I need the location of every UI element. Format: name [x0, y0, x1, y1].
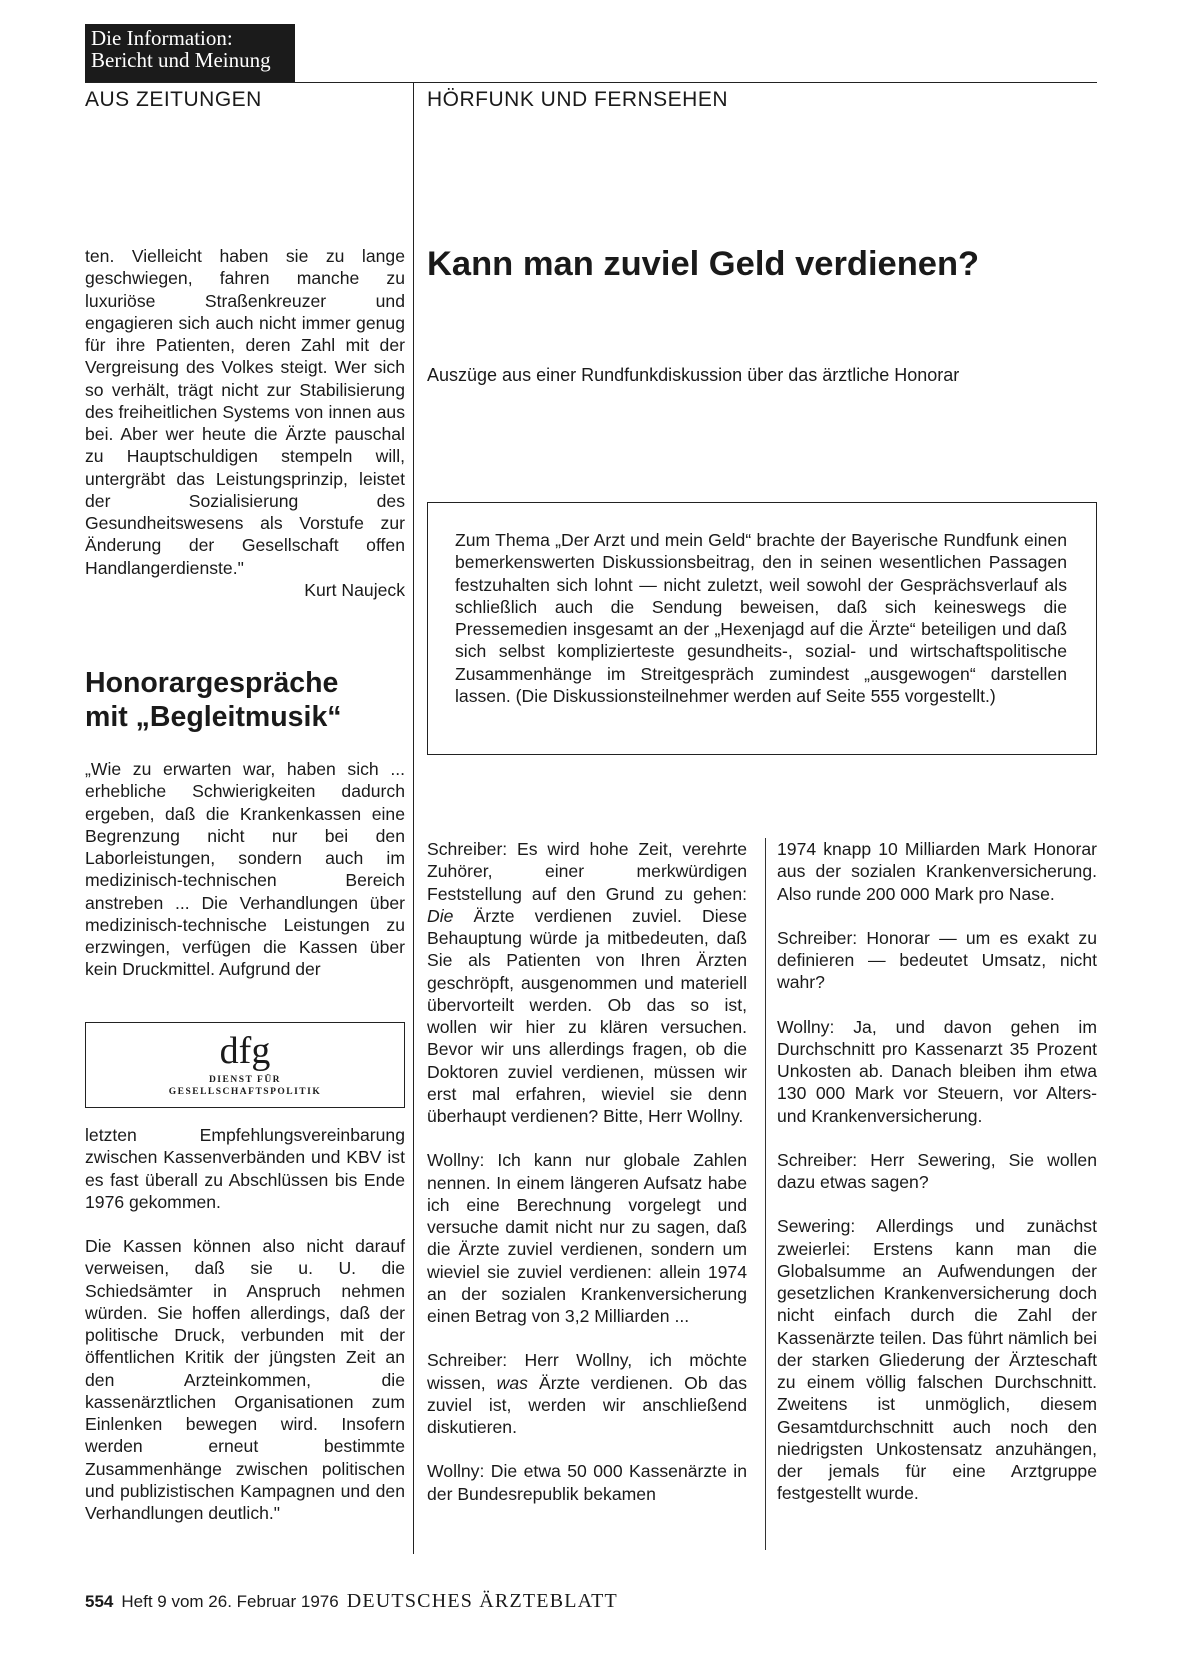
emphasis: Die: [427, 905, 454, 926]
signature: Kurt Naujeck: [304, 579, 405, 600]
paragraph: 1974 knapp 10 Milliarden Mark Honorar aus der sozialen Krankenversicherung. Also runde 200 000 Mark pro Nase.: [777, 839, 1097, 904]
section-label-right: HÖRFUNK UND FERNSEHEN: [427, 88, 729, 111]
left-paragraphs: [85, 1124, 405, 1524]
text-run: Schreiber: Es wird hohe Zeit, verehrte Zuhörer, einer merkwürdigen Feststellung auf den Grund zu gehen:: [427, 839, 747, 904]
issue-info: Heft 9 vom 26. Februar 1976: [121, 1592, 339, 1611]
paragraph: Die Kassen können also nicht darauf verweisen, daß sie u. U. die Schiedsämter in Anspruch nehmen würden. Sie hoffen allerdings, daß der politische Druck, verbunden mit der öffentlichen Kritik der jüngsten Zeit an den Arzteinkommen, die kassenärztlichen Organisationen zum Einlenken bewegen wird. Insofern werden erneut bestimmte Zusammenhänge zwischen politischen und publizistischen Kampagnen und den Verhandlungen deutlich.": [85, 1236, 405, 1523]
emphasis: was: [496, 1372, 528, 1393]
paragraph: Sewering: Allerdings und zunächst zweierlei: Erstens kann man die Globalsumme an Aufwendungen der gesetzlichen Krankenversicherung doch nicht einfach durch die Zahl der Kassenärzte teilen. Das führt nämlich bei der starken Gliederung der Ärzteschaft zu einem völlig falschen Durchschnitt. Zweitens ist unmöglich, diesem Gesamtdurchschnitt auch noch den niedrigsten Unkostensatz anzuhängen, der jemals für eine Arztgruppe festgestellt wurde.: [777, 1216, 1097, 1504]
column-divider-article: [765, 838, 766, 1550]
paragraph: letzten Empfehlungsvereinbarung zwischen Kassenverbänden und KBV ist es fast überall zu Abschlüssen bis Ende 1976 gekommen.: [85, 1125, 405, 1212]
dfg-logo: dfg: [219, 1030, 271, 1072]
dfg-subtitle-2: GESELLSCHAFTSPOLITIK: [168, 1087, 322, 1097]
column-divider: [413, 82, 414, 1554]
paragraph: Wollny: Die etwa 50 000 Kassenärzte in der Bundesrepublik bekamen: [427, 1461, 747, 1504]
article-column-2: [777, 838, 1097, 1505]
magazine-name: DEUTSCHES ÄRZTEBLATT: [346, 1590, 618, 1612]
section-label-left: AUS ZEITUNGEN: [85, 88, 262, 111]
top-rule: [85, 82, 1097, 83]
badge-line-1: Die Information:: [91, 26, 233, 50]
paragraph: Schreiber: Herr Sewering, Sie wollen dazu etwas sagen?: [777, 1149, 1097, 1192]
text-run: Ärzte verdienen. Ob das zuviel ist, werden wir anschließend diskutieren.: [427, 1372, 747, 1437]
page-number: 554: [85, 1592, 114, 1611]
paragraph: [427, 838, 747, 1127]
left-continuation: [85, 245, 405, 601]
left-paragraph-1: [85, 758, 405, 981]
section-badge: [85, 24, 295, 82]
subheadline-line-2: mit „Begleitmusik“: [85, 701, 342, 733]
intro-box: [427, 502, 1097, 755]
page-footer: [85, 1590, 618, 1614]
continuation-paragraph: ten. Vielleicht haben sie zu lange geschwiegen, fahren manche zu luxuriöse Straßenkreuzer und engagieren sich auch nicht immer genug für ihre Patienten, deren Zahl mit der Vergreisung des Volkes steigt. Wer sich so verhält, trägt nicht zur Stabilisierung des freiheitlichen Systems von innen aus bei. Aber wer heute die Ärzte pauschal zu Hauptschuldigen stempeln will, untergräbt das Leistungsprinzip, leistet der Sozialisierung des Gesundheitswesens als Vorstufe zur Änderung der Gesellschaft offen Handlangerdienste.": [85, 246, 405, 578]
article-headline: Kann man zuviel Geld verdienen?: [427, 245, 980, 283]
subheadline-line-1: Honorargespräche: [85, 667, 339, 699]
paragraph: [427, 1349, 747, 1438]
source-logo-box: [85, 1022, 405, 1108]
article-column-1: [427, 838, 747, 1505]
paragraph: „Wie zu erwarten war, haben sich ... erhebliche Schwierigkeiten dadurch ergeben, daß die Krankenkassen eine Begrenzung nicht nur bei den Laborleistungen, sondern auch im medizinisch-technischen Bereich anstreben ... Die Verhandlungen über medizinisch-technische Leistungen zu erzwingen, verfügen die Kassen über kein Druckmittel. Aufgrund der: [85, 759, 405, 980]
article-subtitle: Auszüge aus einer Rundfunkdiskussion über das ärztliche Honorar: [427, 365, 960, 385]
text-run: Ärzte verdienen zuviel. Diese Behauptung würde ja mitbedeuten, daß Sie als Patienten von Ihren Ärzten geschröpft, ausgenommen und materiell übervorteilt werden. Ob das so ist, wollen wir hier zu klären versuchen. Bevor wir uns allerdings fragen, ob die Doktoren zuviel verdienen, müssen wir erst mal erfahren, wieviel sie denn überhaupt verdienen? Bitte, Herr Wollny.: [427, 905, 747, 1126]
paragraph: Wollny: Ich kann nur globale Zahlen nennen. In einem längeren Aufsatz habe ich eine Berechnung vorgelegt und versuche damit nicht nur zu sagen, daß die Ärzte zuviel verdienen, sondern um wieviel sie zuviel verdienen: allein 1974 an der sozialen Krankenversicherung einen Betrag von 3,2 Milliarden ...: [427, 1150, 747, 1326]
paragraph: Wollny: Ja, und davon gehen im Durchschnitt pro Kassenarzt 35 Prozent Unkosten ab. Danach bleiben ihm etwa 130 000 Mark vor Steuern, vor Alters- und Krankenversicherung.: [777, 1016, 1097, 1126]
subheadline: [85, 666, 405, 734]
text-run: Schreiber: Herr Wollny, ich möchte wissen,: [427, 1350, 747, 1393]
badge-line-2: Bericht und Meinung: [91, 48, 271, 72]
dfg-subtitle-1: DIENST FÜR: [208, 1075, 282, 1085]
intro-text: Zum Thema „Der Arzt und mein Geld“ brachte der Bayerische Rundfunk einen bemerkenswerten Diskussionsbeitrag, den in seinen wesentlichen Passagen festzuhalten sich lohnt — nicht zuletzt, weil sowohl der Gesprächsverlauf als schließlich auch die Sendung beweisen, daß sich keineswegs die Pressemedien insgesamt an der „Hexenjagd auf die Ärzte“ beteiligen und daß sich selbst komplizierteste gesundheits-, sozial- und wirtschaftspolitische Zusammenhänge im Streitgespräch zumindest „ausgewogen“ darstellen lassen. (Die Diskussionsteilnehmer werden auf Seite 555 vorgestellt.): [455, 530, 1067, 706]
paragraph: Schreiber: Honorar — um es exakt zu definieren — bedeutet Umsatz, nicht wahr?: [777, 927, 1097, 993]
